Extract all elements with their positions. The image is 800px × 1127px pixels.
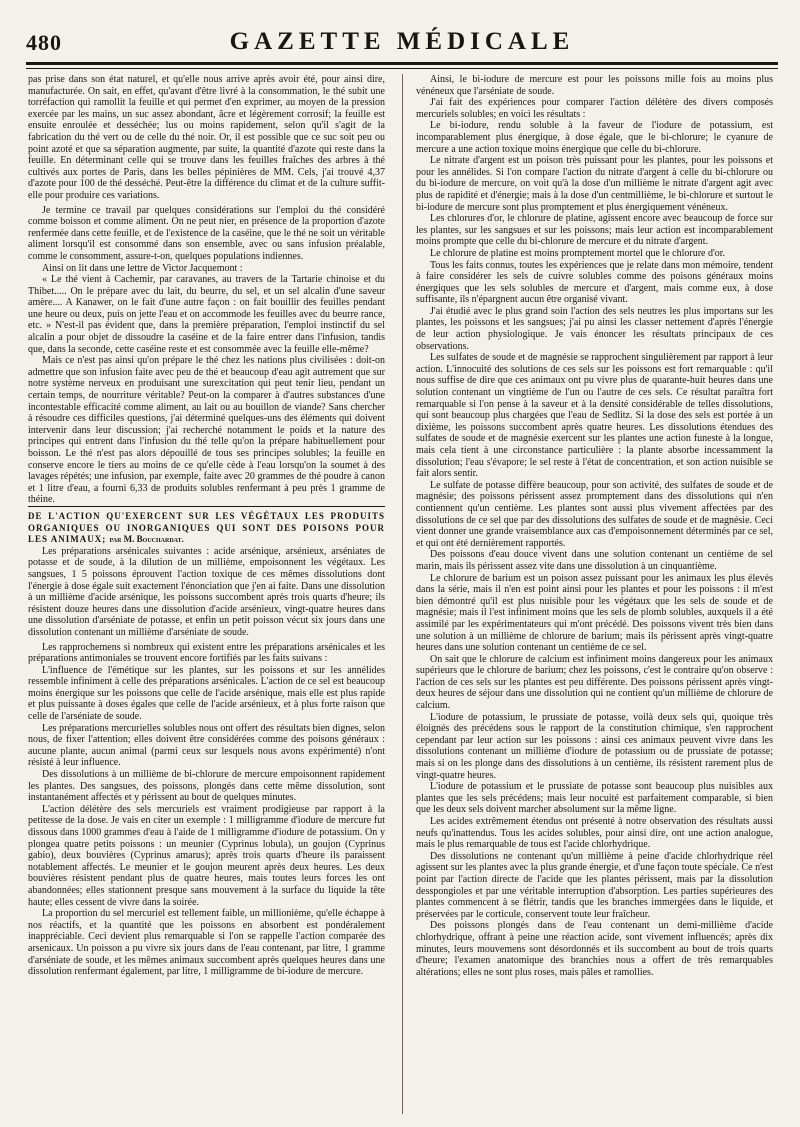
right-column [416, 74, 773, 1114]
paragraph: Les sulfates de soude et de magnésie se rapprochent singulièrement par rapport à leur action. L'innocuité des solutions de ces sels sur les poissons est fort remarquable : qu'il nous suffise de dire que ces animaux ont pu vivre plus de quarante-huit heures dans une solution contenant un vingtième de l'un ou l'autre de ces sels. Ce résultat paraîtra fort remarquable si l'on pense à la saveur et à la densité considérable de telles dissolutions, qui sont beaucoup plus chargées que l'eau de Sedlitz. Si la dose des sels est portée à un dixième, les poissons succombent après quatre heures. Les dissolutions étendues des sulfates de soude et de magnésie exercent sur les plantes une action funeste à la longue, mais cela tient à une circonstance particulière : la plante absorbe incessamment la dissolution; l'eau s'évapore; le sel reste à l'état de concentration, et son action nuisible se fait alors sentir. [416, 352, 773, 480]
paragraph: Le nitrate d'argent est un poison très puissant pour les plantes, pour les poissons et pour les annélides. Si l'on compare l'action du nitrate d'argent à celle du bi-chlorure ou du bi-iodure de mercure, on voit qu'à la dose d'un millième le nitrate d'argent agit avec plus de rapidité et d'énergie; mais à la dose d'un centmillième, le bi-chlorure et surtout le bi-iodure de mercure sont plus promptement et plus énergiquement vénéneux. [416, 155, 773, 213]
left-column [28, 74, 385, 1114]
section-heading-title: DE L'ACTION QU'EXERCENT SUR LES VÉGÉTAUX LES PRODUITS ORGANIQUES OU INORGANIQUES QUI SONT DES POISONS POUR LES ANIMAUX; [28, 510, 385, 545]
paragraph: L'iodure de potassium et le prussiate de potasse sont beaucoup plus nuisibles aux plantes que les sels précédens; mais leur nocuité est parfaitement comparable, si bien que les deux sels doivent marcher absolument sur la même ligne. [416, 781, 773, 816]
paragraph: L'influence de l'émétique sur les plantes, sur les poissons et sur les annélides ressemble infiniment à celle des préparations arsénicales. L'action de ce sel est beaucoup moins énergique sur les poissons que celle de l'acide arsénique, mais elle est plus rapide et plus puissante à doses égales que celle de l'acide arsénieux, et à plus forte raison que celle de l'arséniate de soude. [28, 664, 385, 723]
paragraph: Mais ce n'est pas ainsi qu'on prépare le thé chez les nations plus civilisées : doit-on admettre que son infusion faite avec peu de thé et beaucoup d'eau agit autrement que sur notre système nerveux en produisant une surexcitation qui peut tenir lieu, pendant un certain temps, de nourriture véritable? Peut-on la comparer à d'autres substances d'une incontestable efficacité comme aliment, au lait ou au bouillon de viande? Sans chercher à résoudre ces difficiles questions, j'ai déterminé quelques-uns des éléments qui doivent intervenir dans leur discussion; j'ai recherché notamment le poids et la nature des principes qui entrent dans l'infusion du thé telle qu'on la prépare habituellement pour boisson. Le thé n'est pas alors dépouillé de tous ses principes solubles; la feuille en conserve encore le tiers au moins de ce qu'elle cède à l'eau lorsqu'on la soumet à des lavages répétés; une infusion, par exemple, faite avec 20 grammes de thé poudre à canon et 1 litre d'eau, a fourni 6,33 de produits solubles renfermant à peu près 1 gramme de théine. [28, 355, 385, 506]
page-number: 480 [26, 30, 62, 55]
paragraph: Les chlorures d'or, le chlorure de platine, agissent encore avec beaucoup de force sur les plantes, sur les sangsues et sur les poissons; mais leur action est incomparablement moins prompte que celle du bi-chlorure de mercure et du nitrate d'argent. [416, 213, 773, 248]
paragraph: L'action délétère des sels mercuriels est vraiment prodigieuse par rapport à la petitesse de la dose. Je vais en citer un exemple : 1 milligramme d'iodure de mercure fut dissous dans 1000 grammes d'eau à l'aide de 1 milligramme d'iodure de potassium. On y plongea quatre petits poissons : un meunier (Cyprinus lobula), un goujon (Cyprinus gabio), deux bouvières (Cyprinus amarus); après trois quarts d'heure ils paraissent notablement affectés. Le meunier et le goujon meurent après deux heures. Les deux bouvières résistent pendant plus de quatre heures, mais toutes leurs forces les ont abandonnées; elles stationnent presque sans mouvement à la surface du liquide la tête haute; elles cessent de vivre dans la soirée. [28, 803, 385, 908]
paragraph: Le chlorure de platine est moins promptement mortel que le chlorure d'or. [430, 247, 726, 259]
paragraph: Ainsi, le bi-iodure de mercure est pour les poissons mille fois au moins plus vénéneux que l'arséniate de soude. [416, 74, 773, 97]
paragraph: La proportion du sel mercuriel est tellement faible, un millionième, qu'elle échappe à nos réactifs, et la quantité que les poissons en absorbent est pondéralement inappréciable. Ceci devient plus remarquable si l'on se rappelle l'action comparée des arsenicaux. Un poisson a pu vivre six jours dans de l'eau contenant, par litre, 1 gramme d'arséniate de soude, et les mêmes animaux succombent après quelques heures dans une dissolution renfermant également, par litre, 1 milligramme de bi-iodure de mercure. [28, 908, 385, 978]
quotation-paragraph: « Le thé vient à Cachemir, par caravanes, au travers de la Tartarie chinoise et du Thibet..... On le prépare avec du lait, du beurre, du sel, et un sel alcalin d'une saveur amère.... A Kanawer, on le fait d'une autre façon : on fait bouillir des feuilles pendant une heure ou deux, puis on jette l'eau et on accommode les feuilles avec du beurre rance, etc. » N'est-il pas évident que, dans la première préparation, l'emploi instinctif du sel alcalin a pour objet de dissoudre la caséine et de la faire entrer dans l'infusion, tandis que, dans la seconde, cette caséine reste et est consommée avec la feuille elle-même? [28, 274, 385, 355]
paragraph: Le sulfate de potasse diffère beaucoup, pour son activité, des sulfates de soude et de magnésie; des poissons périssent assez promptement dans des dissolutions qui n'en contiennent qu'un centième. Les plantes sont aussi plus vivement affectées par des dissolutions de ce sel que par des dissolutions des sulfates de soude et de magnésie. Ceci vient donner une grande vraisemblance aux cas d'empoisonnement déterminés par ce sel, et qui ont été dernièrement rapportés. [416, 479, 773, 549]
paragraph: Des dissolutions ne contenant qu'un millième à peine d'acide chlorhydrique réel agissent sur les plantes avec la plus grande énergie, et d'une façon toute spéciale. Ce n'est point par l'action directe de l'acide que les plantes périssent, mais par la dissolution desspongioles et par une véritable interruption d'absorption. Les parties supérieures des plantes commencent à se flétrir, tandis que les branches immergées dans le liquide, et préservées par le corticule, conservent toute leur fraîcheur. [416, 850, 773, 920]
paragraph: Des poissons d'eau douce vivent dans une solution contenant un centième de sel marin, mais ils périssent assez vite dans une dissolution à un cinquantième. [416, 549, 773, 572]
paragraph: Ainsi on lit dans une lettre de Victor Jacquemont : [42, 262, 243, 274]
paragraph: On sait que le chlorure de calcium est infiniment moins dangereux pour les animaux supérieurs que le chlorure de barium; chez les poissons, c'est le contraire qu'on observe : l'action de ces sels sur les plantes est peu différente. Des poissons périssent après vingt-deux heures de séjour dans une dissolution qui ne contient qu'un millième de chlorure de calcium. [416, 653, 773, 712]
header-rule-thick [26, 62, 778, 65]
column-divider [402, 74, 403, 1114]
paragraph: Des dissolutions à un millième de bi-chlorure de mercure empoisonnent rapidement les plantes. Des sangsues, des poissons, plongés dans cette même dissolution, sont instantanément affectés et y périssent au bout de quelques minutes. [28, 769, 385, 804]
paragraph: pas prise dans son état naturel, et qu'elle nous arrive après avoir été, pour ainsi dire, manufacturée. On sait, en effet, qu'avant d'être livré à la consommation, le thé subit une torréfaction qui ramollit la feuille et qui permet d'en exprimer, au moyen de la pression exercée par les mains, un suc assez abondant, âcre et légèrement corrosif; la feuille est ensuite enroulée et desséchée; lus ou moins rapidement, selon qu'il s'agit de la fabrication du thé vert ou de celle du thé noir. Or, il est possible que ce suc soit peu ou point azoté et que sa séparation augmente, par suite, la quantité d'azote qui reste dans la feuille. En déterminant celle qui se trouve dans les feuilles fraîches des arbres à thé cultivés aux portes de Paris, dans les belles pépinières de MM. Cels, j'ai trouvé 4,37 d'azote pour 100 de thé desséché. Peut-être la différence du climat et de la culture suffit-elle pour produire ces variations. [28, 74, 385, 201]
paragraph: Je termine ce travail par quelques considérations sur l'emploi du thé considéré comme boisson et comme aliment. On ne peut nier, en présence de la proportion d'azote renfermée dans cette feuille, et de l'existence de la caséine, que le thé ne soit un véritable aliment lorsqu'il est consommé dans son ensemble, avec ou sans infusion préalable, comme le consomment, assure-t-on, quelques populations indiennes. [28, 204, 385, 262]
paragraph: Des poissons plongés dans de l'eau contenant un demi-millième d'acide chlorhydrique, offrant à peine une réaction acide, sont vivement influencés; après dix minutes, leurs mouvemens sont désordonnés et ils succombent au bout de trois quarts d'heure; l'examen anatomique des branchies nous a offert de très remarquables altérations; elles ne sont plus roses, mais pâles et ramollies. [416, 920, 773, 978]
journal-title: GAZETTE MÉDICALE [229, 28, 575, 55]
paragraph: Les préparations mercurielles solubles nous ont offert des résultats bien dignes, selon nous, de fixer l'attention; elles doivent être considérées comme des poisons généraux : aucune plante, aucun animal (parmi ceux sur lesquels nous avons expérimenté) n'ont résisté à leur influence. [28, 722, 385, 769]
paragraph: Les rapprochemens si nombreux qui existent entre les préparations arsénicales et les préparations antimoniales se trouvent encore fortifiés par les faits suivans : [28, 641, 385, 665]
paragraph: J'ai fait des expériences pour comparer l'action délétère des divers composés mercuriels solubles; en voici les résultats : [416, 97, 773, 120]
header-rule-thin [26, 68, 778, 69]
section-heading [28, 506, 385, 546]
paragraph: J'ai étudié avec le plus grand soin l'action des sels neutres les plus importans sur les plantes, les poissons et les sangsues; j'ai pu ainsi les classer nettement d'après l'énergie de leur action physiologique. Je vais énoncer les résultats principaux de ces observations. [416, 305, 773, 352]
paragraph: Tous les faits connus, toutes les expériences que je relate dans mon mémoire, tendent à faire considérer les sels de cuivre solubles comme des poisons généraux moins énergiques que les sels solubles de mercure et d'argent, mais comme eux, à dose suffisante, ils n'épargnent aucun être organisé vivant. [416, 259, 773, 306]
paragraph: Les préparations arsénicales suivantes : acide arsénique, arsénieux, arséniates de potasse et de soude, à la dilution de un millième, empoisonnent les végétaux. Les sangsues, 1 5 poissons éprouvent l'action toxique de ces mêmes dissolutions dont l'énergie à dose égale suit exactement l'énonciation que j'en ai faite. Dans une dissolution à un millième d'acide arsénique, les poissons succombent après trois quarts d'heure; ils résistent douze heures dans une dissolution d'acide arsénieux, vingt-quatre heures dans une dissolution d'arséniate de potasse, et enfin un petit poisson vécut six jours dans une dissolution contenant un millième d'arséniate de soude. [28, 545, 385, 638]
paragraph: L'iodure de potassium, le prussiate de potasse, voilà deux sels qui, quoique très éloignés des précédens sous le rapport de la constitution chimique, s'en rapprochent cependant par leur action sur les poissons : ainsi ces animaux peuvent vivre dans les dissolutions contenant un millième d'iodure de potassium ou de prussiate de potasse; mais si on les plonge dans des dissolutions à un centième, ils résistent rarement plus de vingt-quatre heures. [416, 711, 773, 781]
paragraph: Les acides extrêmement étendus ont présenté à notre observation des résultats aussi neufs qu'inattendus. Tous les acides solubles, pour ainsi dire, ont une action analogue, mais le plus remarquable de tous est l'acide chlorhydrique. [416, 816, 773, 851]
page-header [26, 28, 778, 58]
paragraph: Le bi-iodure, rendu soluble à la faveur de l'iodure de potassium, est incomparablement plus énergique, à dose égale, que le bi-chlorure; le cyanure de mercure a une action toxique moins énergique que celle du bi-chlorure. [416, 120, 773, 155]
paragraph: Le chlorure de barium est un poison assez puissant pour les animaux les plus élevés dans la série, mais il n'en est point ainsi pour les plantes et pour les poissons : il m'est bien démontré qu'il est plus nuisible pour les végétaux que les sels de soude et de magnésie; mais il l'est infiniment moins que les sels de plomb solubles, auxquels il a été assimilé par les expérimentateurs qui m'ont précédé. Des poissons vivent très bien dans une solution à un millième de chlorure de barium; mais ils périssent après vingt-quatre heures dans une solution contenant un centième de ce sel. [416, 572, 773, 654]
section-heading-author: par M. Bouchardat. [109, 534, 184, 545]
